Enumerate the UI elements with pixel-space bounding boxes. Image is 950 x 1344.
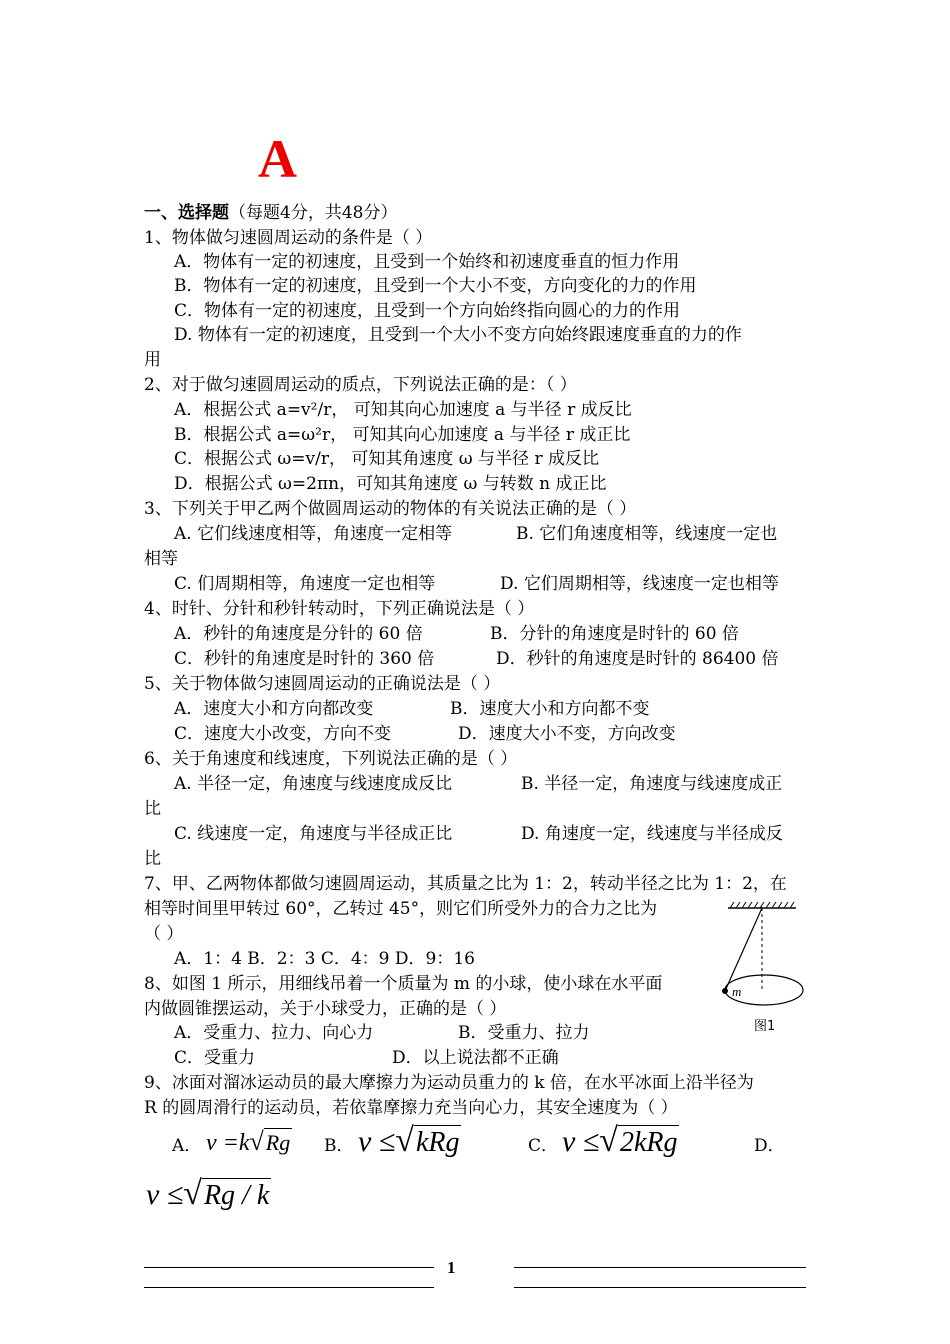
q9-option-c-label: C． bbox=[528, 1136, 559, 1156]
q9-c-lhs: v ≤ bbox=[562, 1125, 600, 1158]
q2-option-d: D．根据公式 ω=2πn，可知其角速度 ω 与转数 n 成正比 bbox=[174, 474, 607, 494]
string-line bbox=[725, 908, 762, 991]
q6-option-d-cont: 比 bbox=[144, 849, 161, 869]
figure-conical-pendulum bbox=[716, 900, 806, 1045]
q2-stem: 2、对于做匀速圆周运动的质点，下列说法正确的是：（ ） bbox=[144, 375, 577, 395]
q1-option-c: C．物体有一定的初速度，且受到一个方向始终指向圆心的力的作用 bbox=[174, 301, 681, 321]
q9-b-radicand: kRg bbox=[415, 1127, 460, 1158]
q8-stem-line1: 8、如图 1 所示，用细线吊着一个质量为 m 的小球，使小球在水平面 bbox=[144, 974, 663, 994]
ceiling-hatch bbox=[730, 902, 794, 908]
q5-option-d: D．速度大小不变，方向改变 bbox=[458, 724, 676, 744]
q1-option-d: D. 物体有一定的初速度，且受到一个大小不变方向始终跟速度垂直的力的作 bbox=[174, 325, 742, 345]
q9-stem-line2: R 的圆周滑行的运动员，若依靠摩擦力充当向心力，其安全速度为（ ） bbox=[144, 1098, 678, 1118]
version-letter: A bbox=[258, 129, 297, 189]
sqrt-sign: √ bbox=[249, 1127, 264, 1156]
footer-rule-left-top bbox=[144, 1267, 434, 1268]
q9-option-d-formula bbox=[146, 1177, 271, 1211]
q4-stem: 4、时针、分针和秒针转动时，下列正确说法是（ ） bbox=[144, 599, 535, 619]
mass-label: m bbox=[732, 984, 742, 999]
q1-option-b: B．物体有一定的初速度，且受到一个大小不变，方向变化的力的作用 bbox=[174, 276, 697, 296]
q9-stem-line1: 9、冰面对溜冰运动员的最大摩擦力为运动员重力的 k 倍，在水平冰面上沿半径为 bbox=[144, 1073, 754, 1093]
q6-option-b: B. 半径一定，角速度与线速度成正 bbox=[521, 774, 783, 794]
q7-stem-line2: 相等时间里甲转过 60°，乙转过 45°，则它们所受外力的合力之比为 bbox=[144, 899, 658, 919]
q2-option-a: A．根据公式 a=v²/r， 可知其向心加速度 a 与半径 r 成反比 bbox=[174, 400, 632, 420]
ball bbox=[722, 988, 728, 994]
q8-option-b: B．受重力、拉力 bbox=[458, 1023, 590, 1043]
q5-option-c: C．速度大小改变，方向不变 bbox=[174, 724, 392, 744]
q4-option-d: D．秒针的角速度是时针的 86400 倍 bbox=[496, 649, 779, 669]
q2-option-b: B．根据公式 a=ω²r， 可知其向心加速度 a 与半径 r 成正比 bbox=[174, 425, 631, 445]
q3-option-d: D. 它们周期相等，线速度一定也相等 bbox=[500, 574, 779, 594]
q8-stem-line2: 内做圆锥摆运动，关于小球受力，正确的是（ ） bbox=[144, 999, 507, 1019]
q9-a-lhs: v =k bbox=[206, 1130, 250, 1156]
q3-option-b-cont: 相等 bbox=[144, 549, 178, 569]
q4-option-c: C．秒针的角速度是时针的 360 倍 bbox=[174, 649, 435, 669]
q4-option-a: A．秒针的角速度是分针的 60 倍 bbox=[174, 624, 423, 644]
section-title-text: 一、选择题 bbox=[144, 203, 229, 223]
q8-option-c: C．受重力 bbox=[174, 1048, 256, 1068]
q3-option-b: B. 它们角速度相等，线速度一定也 bbox=[516, 524, 778, 544]
q7-options: A．1：4 B．2：3 C．4：9 D．9：16 bbox=[174, 949, 475, 969]
page-number: 1 bbox=[447, 1258, 456, 1277]
q9-option-a-formula bbox=[206, 1129, 292, 1155]
q1-option-d-cont: 用 bbox=[144, 350, 161, 370]
footer-rule-right-bottom bbox=[514, 1287, 806, 1288]
q9-b-lhs: v ≤ bbox=[358, 1125, 396, 1158]
q1-stem: 1、物体做匀速圆周运动的条件是（ ） bbox=[144, 228, 433, 248]
q3-option-c: C. 们周期相等，角速度一定也相等 bbox=[174, 574, 436, 594]
q8-option-d: D．以上说法都不正确 bbox=[392, 1048, 559, 1068]
section-title bbox=[144, 202, 397, 224]
q9-option-d-label: D． bbox=[754, 1136, 785, 1156]
q2-option-c: C．根据公式 ω=v/r， 可知其角速度 ω 与半径 r 成反比 bbox=[174, 449, 599, 469]
sqrt-sign: √ bbox=[183, 1175, 202, 1212]
figure-caption: 图1 bbox=[754, 1019, 776, 1034]
footer-rule-left-bottom bbox=[144, 1287, 434, 1288]
q8-option-a: A．受重力、拉力、向心力 bbox=[174, 1023, 374, 1043]
q3-option-a: A. 它们线速度相等，角速度一定相等 bbox=[174, 524, 453, 544]
q9-d-lhs: v ≤ bbox=[146, 1178, 184, 1211]
q3-stem: 3、下列关于甲乙两个做圆周运动的物体的有关说法正确的是（ ） bbox=[144, 499, 637, 519]
q5-option-a: A．速度大小和方向都改变 bbox=[174, 699, 374, 719]
q6-option-d: D. 角速度一定，线速度与半径成反 bbox=[521, 824, 783, 844]
sqrt-sign: √ bbox=[599, 1122, 618, 1159]
q9-d-radicand: Rg / k bbox=[203, 1180, 270, 1211]
q9-a-radicand: Rg bbox=[265, 1130, 291, 1155]
q9-option-b-label: B． bbox=[324, 1136, 354, 1156]
q9-option-b-formula bbox=[358, 1124, 461, 1158]
q9-option-a-label: A． bbox=[172, 1136, 202, 1156]
q6-option-b-cont: 比 bbox=[144, 799, 161, 819]
q6-option-c: C. 线速度一定，角速度与半径成正比 bbox=[174, 824, 453, 844]
pendulum-diagram bbox=[716, 900, 806, 1045]
q6-option-a: A. 半径一定，角速度与线速度成反比 bbox=[174, 774, 453, 794]
q5-stem: 5、关于物体做匀速圆周运动的正确说法是（ ） bbox=[144, 674, 501, 694]
sqrt-sign: √ bbox=[395, 1122, 414, 1159]
q6-stem: 6、关于角速度和线速度，下列说法正确的是（ ） bbox=[144, 749, 518, 769]
q1-option-a: A．物体有一定的初速度，且受到一个始终和初速度垂直的恒力作用 bbox=[174, 252, 680, 272]
footer-rule-right-top bbox=[514, 1267, 806, 1268]
q5-option-b: B．速度大小和方向都不变 bbox=[450, 699, 650, 719]
q7-stem-line1: 7、甲、乙两物体都做匀速圆周运动，其质量之比为 1：2，转动半径之比为 1：2，在 bbox=[144, 874, 787, 894]
q9-c-radicand: 2kRg bbox=[619, 1127, 678, 1158]
section-note: （每题4分，共48分） bbox=[229, 203, 398, 223]
q4-option-b: B．分针的角速度是时针的 60 倍 bbox=[490, 624, 739, 644]
q7-stem-line3: （ ） bbox=[144, 924, 184, 944]
q9-option-c-formula bbox=[562, 1124, 679, 1158]
